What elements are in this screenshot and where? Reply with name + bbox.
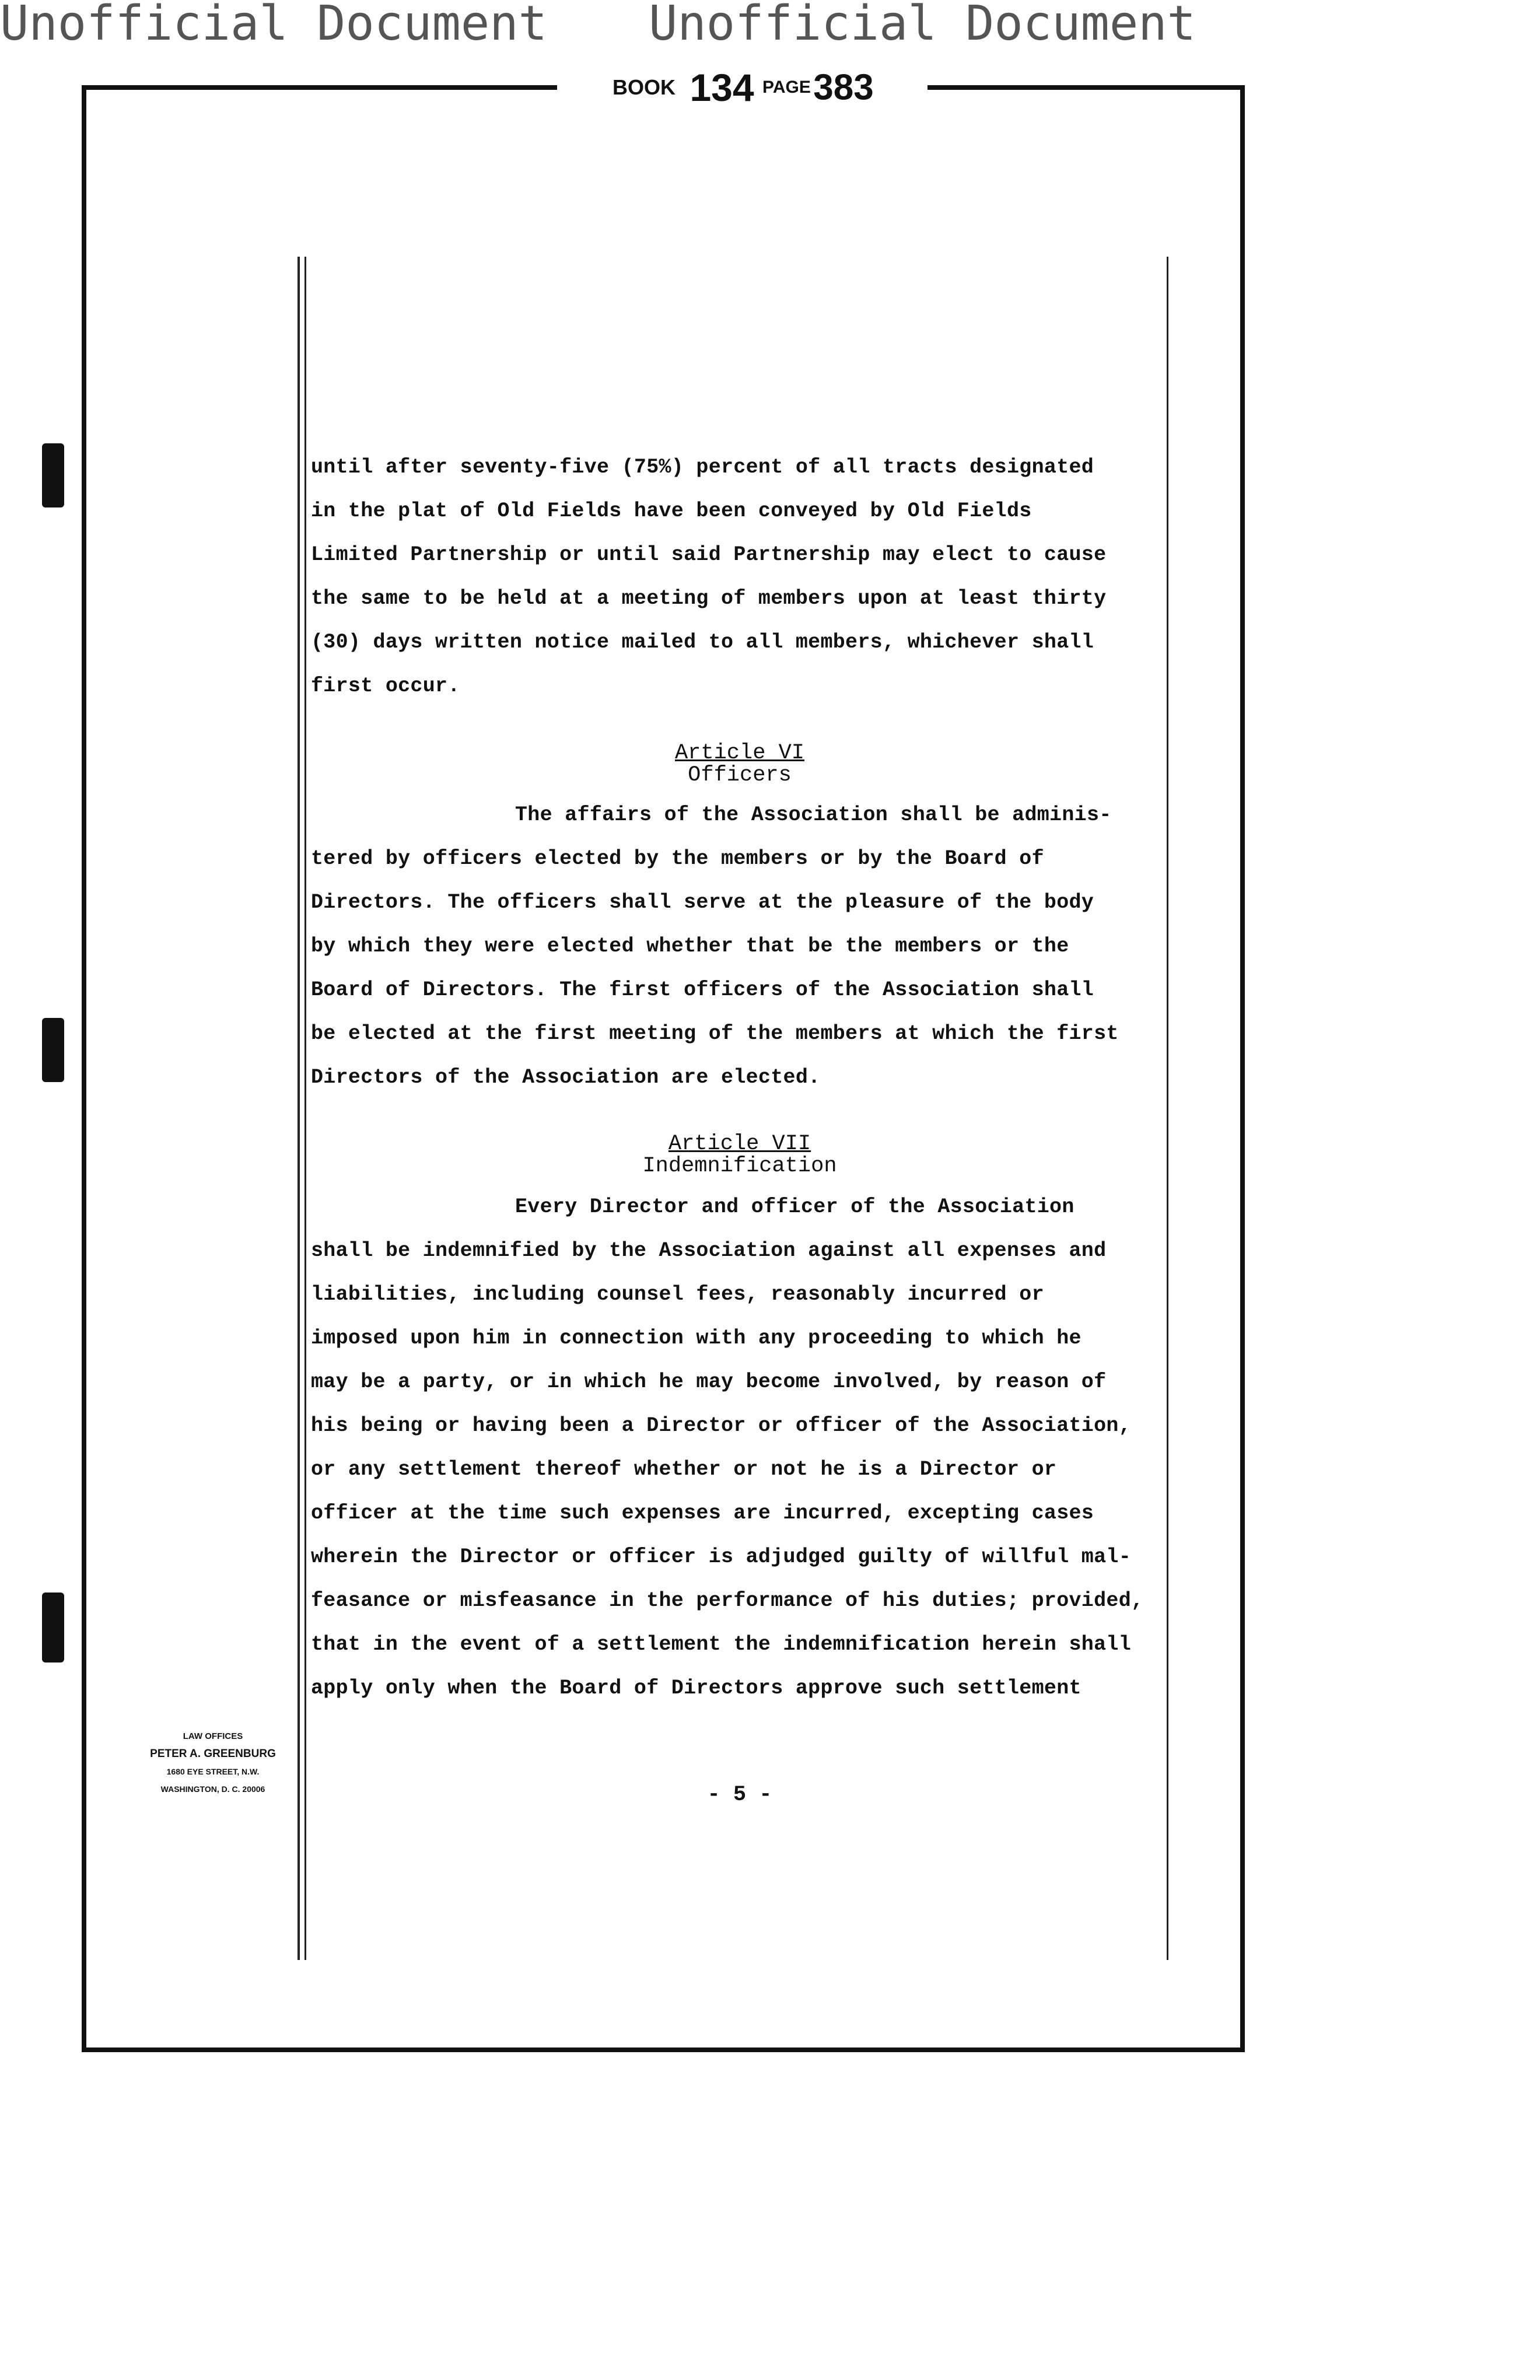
article-title: Article VII [668, 1132, 811, 1156]
page-border-left [82, 85, 86, 2052]
article-vii-paragraph: Every Director and officer of the Association shall be indemnified by the Association against all expenses and liabilities, including counsel fees, reasonably incurred or imposed upon him in connection with any proceeding to which he may be a party, or in which he may become involved, by reason of his being or having been a Director or officer of the Association, or any settlement thereof whether or not he is a Director or officer at the time such expenses are incurred, excepting cases wherein the Director or officer is adjudged guilty of willful mal- feasance or misfeasance in the performance of his duties; provided, that in the event of a settlement the indemnification herein shall apply only when the Board of Directors approve such settlement [311, 1195, 1144, 1700]
watermark-left: Unofficial Document [0, 0, 547, 51]
article-vii-heading [311, 1133, 1168, 1177]
law-offices-label: LAW OFFICES [183, 1731, 243, 1741]
article-subtitle: Officers [688, 763, 792, 788]
page-number: - 5 - [707, 1783, 772, 1807]
punch-hole-mark [42, 1592, 64, 1662]
book-page-stamp [612, 65, 874, 110]
office-city: WASHINGTON, D. C. 20006 [160, 1784, 265, 1794]
page-border-top-left [82, 85, 557, 90]
page-label: PAGE [762, 78, 811, 97]
office-street: 1680 EYE STREET, N.W. [166, 1767, 260, 1776]
article-subtitle: Indemnification [642, 1154, 837, 1178]
left-margin-rule-inner [304, 257, 306, 1960]
attorney-name: PETER A. GREENBURG [150, 1748, 276, 1760]
left-margin-rule [298, 257, 300, 1960]
page-border-bottom [82, 2048, 1245, 2052]
page-border-right [1240, 85, 1245, 2052]
watermark-right: Unofficial Document [649, 0, 1196, 51]
law-office-letterhead [117, 1728, 309, 1798]
page-border-top-right [928, 85, 1245, 90]
continuation-paragraph: until after seventy-five (75%) percent of all tracts designated in the plat of Old Fields have been conveyed by Old Fields Limited Partnership or until said Partnership may elect to cause the same to be held at a meeting of members upon at least thirty (30) days written notice mailed to all members, whichever shall first occur. [311, 456, 1107, 698]
article-title: Article VI [674, 741, 805, 765]
book-number: 134 [690, 66, 754, 109]
book-label: BOOK [612, 75, 676, 99]
recording-page-number: 383 [813, 67, 874, 108]
punch-hole-mark [42, 443, 64, 508]
article-vi-heading [311, 742, 1168, 786]
article-vi-paragraph: The affairs of the Association shall be adminis- tered by officers elected by the members or by the Board of Directors. The officers shall serve at the pleasure of the body by which they were elected whether that be the members or the Board of Directors. The first officers of the Association shall be elected at the first meeting of the members at which the first Directors of the Association are elected. [311, 803, 1119, 1089]
punch-hole-mark [42, 1018, 64, 1082]
